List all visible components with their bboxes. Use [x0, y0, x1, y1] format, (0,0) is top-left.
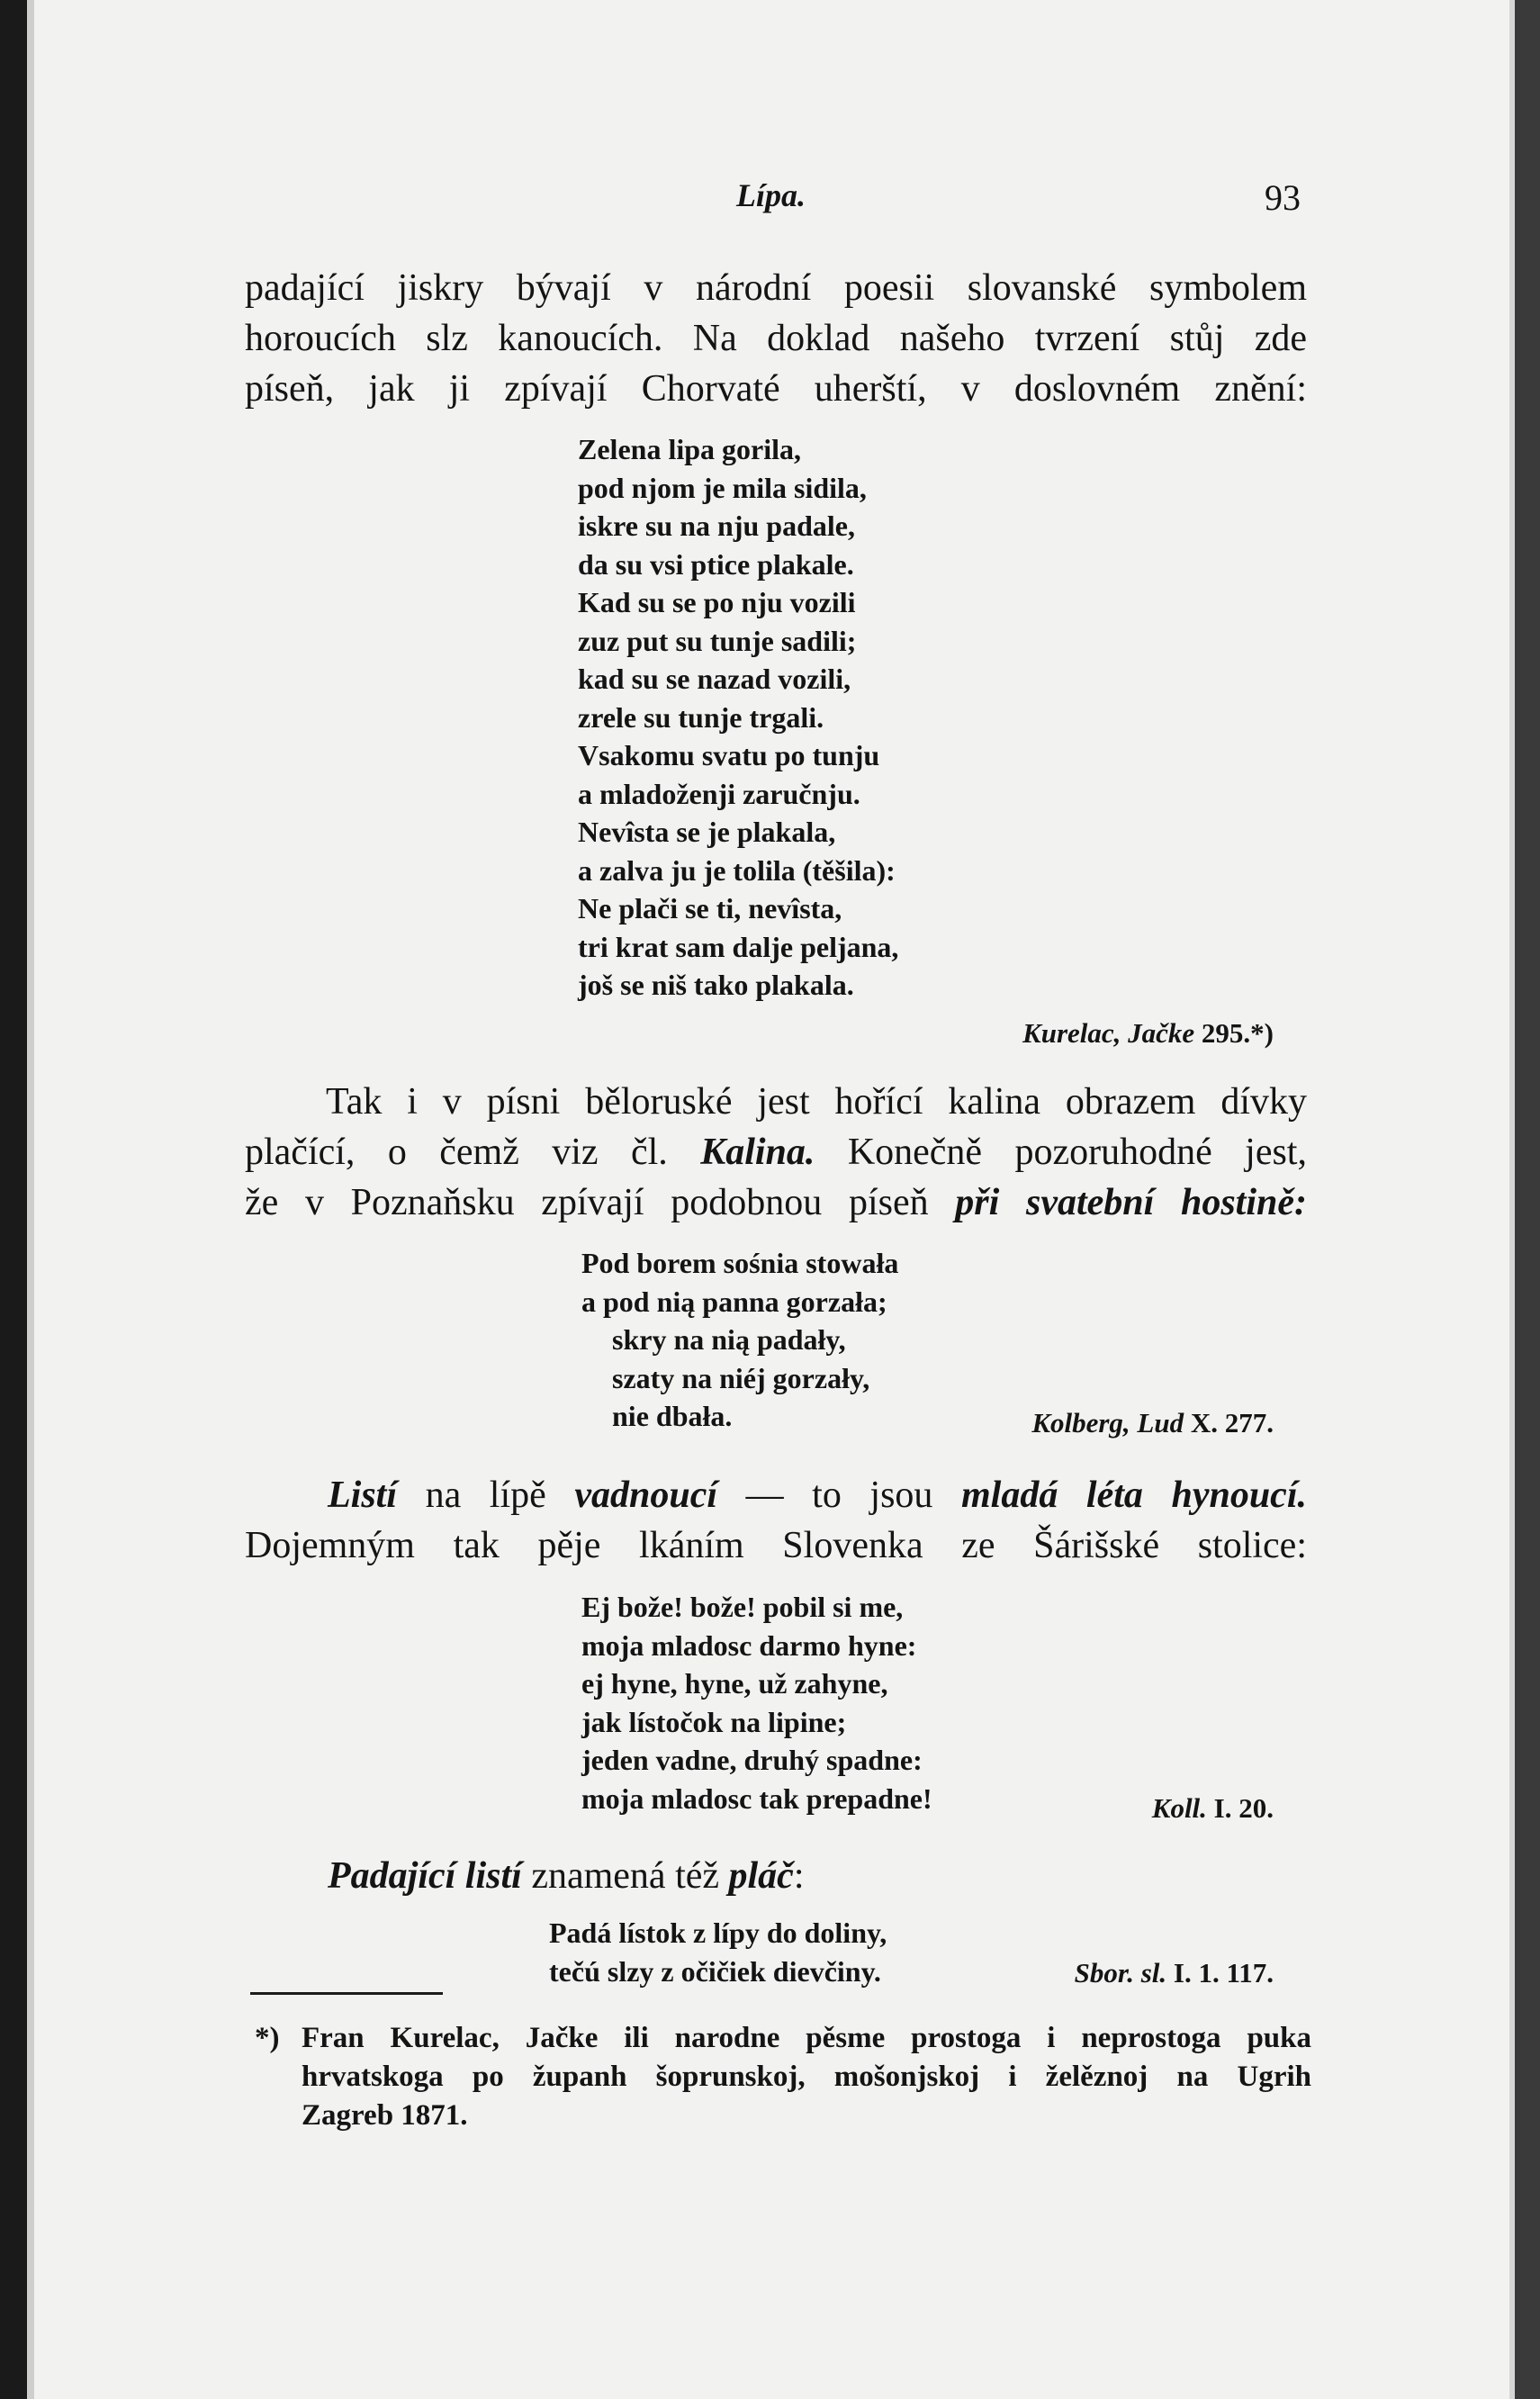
verse-line: moja mladosc darmo hyne: [581, 1628, 917, 1662]
verse-slovak-2 [549, 1914, 887, 1990]
verse-line: ej hyne, hyne, už zahyne, [581, 1667, 888, 1700]
footnote-rule [250, 1992, 443, 1995]
verse-line: Ne plači se ti, nevîsta, [578, 892, 842, 924]
verse-slovak [581, 1588, 932, 1817]
verse-line: tri krat sam dalje peljana, [578, 930, 899, 963]
verse-line: pod njom je mila sidila, [578, 471, 867, 504]
verse-line: jak lístočok na lipine; [581, 1705, 847, 1738]
paragraph-line: horoucích slz kanoucích. Na doklad našeho tvrzení stůj zde [245, 318, 1307, 359]
verse-line: Vsakomu svatu po tunju [578, 739, 880, 771]
running-header: Lípa. [736, 177, 806, 213]
citation-kurelac [1022, 1017, 1274, 1050]
citation-kolberg [1031, 1407, 1274, 1439]
citation-author: Sbor. sl. [1074, 1957, 1167, 1989]
verse-line: moja mladosc tak prepadne! [581, 1781, 932, 1815]
verse-line: Nevîsta se je plakala, [578, 816, 836, 848]
verse-line: da su vsi ptice plakale. [578, 547, 854, 581]
verse-line: zrele su tunje trgali. [578, 700, 824, 734]
verse-polish [581, 1244, 898, 1436]
verse-line: szaty na niéj gorzały, [612, 1361, 870, 1394]
paragraph-4 [328, 1851, 805, 1901]
citation-ref: I. 20. [1206, 1792, 1274, 1824]
paragraph-line: že v Poznaňsku zpívají podobnou píseň při svatební hostině: [245, 1182, 1307, 1223]
citation-ref: I. 1. 117. [1166, 1957, 1274, 1989]
verse-line: iskre su na nju padale, [578, 510, 855, 542]
paragraph-line: plačící, o čemž viz čl. Kalina. Konečně pozoruhodné jest, [245, 1132, 1307, 1173]
footnote-mark: *) [255, 2022, 280, 2054]
verse-line: Padá lístok z lípy do doliny, [549, 1916, 887, 1949]
verse-line: nie dbała. [612, 1400, 733, 1432]
verse-line: tečú slzy z očičiek dievčiny. [549, 1954, 881, 1988]
page-number: 93 [1265, 177, 1301, 218]
verse-line: Pod borem sośnia stowała [581, 1247, 899, 1279]
citation-ref: 295.*) [1194, 1017, 1274, 1049]
verse-line: skry na nią padały, [612, 1323, 846, 1356]
emphasis: při svatební hostině: [955, 1182, 1307, 1223]
verse-line: još se niš tako plakala. [578, 969, 854, 1001]
verse-croatian [578, 430, 898, 1005]
verse-line: kad su se nazad vozili, [578, 663, 851, 695]
citation-sbornik [1075, 1957, 1274, 1989]
citation-ref: X. 277. [1184, 1407, 1274, 1438]
paragraph-1 [245, 263, 1307, 414]
verse-line: a mladoženji zaručnju. [578, 777, 860, 810]
footnote-line: Fran Kurelac, Jačke ili narodne pěsme prostoga i neprostoga puka [302, 2022, 1311, 2054]
paragraph-2 [245, 1077, 1307, 1228]
cross-reference: Kalina. [700, 1132, 815, 1173]
paragraph-line: padající jiskry bývají v národní poesii slovanské symbolem [245, 267, 1307, 309]
verse-line: Zelena lipa gorila, [578, 433, 801, 465]
verse-line: zuz put su tunje sadili; [578, 624, 857, 657]
footnote-line: hrvatskoga po županh šoprunskoj, mošonjskoj i želěznoj na Ugrih [302, 2061, 1311, 2093]
citation-author: Koll. [1151, 1792, 1207, 1824]
paragraph-3 [245, 1470, 1307, 1571]
paragraph-line: Padající listí znamená též pláč: [328, 1855, 805, 1897]
verse-line: a pod nią panna gorzała; [581, 1285, 887, 1318]
paragraph-line: píseň, jak ji zpívají Chorvaté uherští, v doslovném znění: [245, 368, 1307, 410]
paragraph-line: Dojemným tak pěje lkáním Slovenka ze Šárišské stolice: [245, 1525, 1307, 1566]
verse-line: Ej bože! bože! pobil si me, [581, 1591, 904, 1623]
verse-line: a zalva ju je tolila (těšila): [578, 853, 896, 887]
footnote [255, 2019, 1311, 2135]
paragraph-line: Listí na lípě vadnoucí — to jsou mladá léta hynoucí. [328, 1475, 1307, 1516]
verse-line: jeden vadne, druhý spadne: [581, 1744, 923, 1776]
citation-author: Kolberg, Lud [1031, 1407, 1184, 1438]
verse-line: Kad su se po nju vozili [578, 586, 856, 618]
paragraph-line: Tak i v písni běloruské jest hořící kalina obrazem dívky [326, 1081, 1307, 1123]
citation-kollar [1152, 1792, 1274, 1825]
citation-author: Kurelac, Jačke [1022, 1017, 1195, 1049]
footnote-line: Zagreb 1871. [302, 2099, 468, 2132]
